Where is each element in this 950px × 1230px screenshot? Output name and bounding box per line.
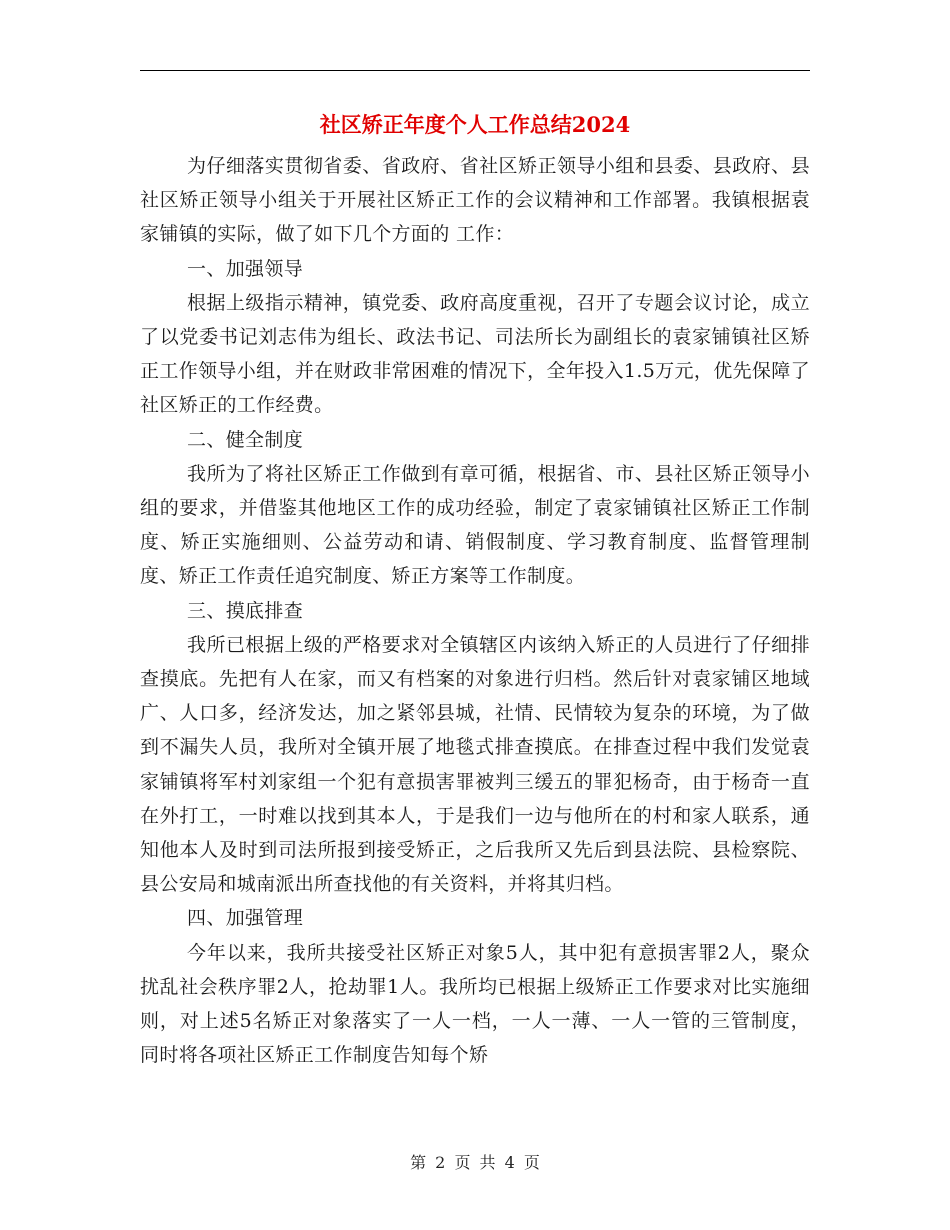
page-number: 第 2 页 共 4 页 [410, 1153, 540, 1172]
section-body-2: 我所为了将社区矫正工作做到有章可循，根据省、市、县社区矫正领导小组的要求，并借鉴其他地区工作的成功经验，制定了袁家铺镇社区矫正工作制度、矫正实施细则、公益劳动和请、销假制度、学习教育制度、监督管理制度、矫正工作责任追究制度、矫正方案等工作制度。 [140, 462, 810, 588]
intro-paragraph: 为仔细落实贯彻省委、省政府、省社区矫正领导小组和县委、县政府、县社区矫正领导小组关于开展社区矫正工作的会议精神和工作部署。我镇根据袁家铺镇的实际，做了如下几个方面的 工作： [140, 155, 810, 246]
section-heading-4: 四、加强管理 [187, 907, 304, 930]
section-heading-1: 一、加强领导 [187, 257, 304, 280]
section-body-1: 根据上级指示精神，镇党委、政府高度重视，召开了专题会议讨论，成立了以党委书记刘志伟为组长、政法书记、司法所长为副组长的袁家铺镇社区矫正工作领导小组，并在财政非常困难的情况下，全年投入1.5万元，优先保障了社区矫正的工作经费。 [140, 291, 810, 417]
section-heading-3: 三、摸底排查 [187, 599, 304, 622]
section-heading-2: 二、健全制度 [187, 428, 304, 451]
section-body-4: 今年以来，我所共接受社区矫正对象5人，其中犯有意损害罪2人，聚众扰乱社会秩序罪2人，抢劫罪1人。我所均已根据上级矫正工作要求对比实施细则，对上述5名矫正对象落实了一人一档，一人一薄、一人一管的三管制度，同时将各项社区矫正工作制度告知每个矫 [140, 941, 810, 1067]
document-title: 社区矫正年度个人工作总结2024 [319, 112, 631, 137]
header-rule [140, 70, 810, 71]
section-body-3: 我所已根据上级的严格要求对全镇辖区内该纳入矫正的人员进行了仔细排查摸底。先把有人在家，而又有档案的对象进行归档。然后针对袁家铺区地域广、人口多，经济发达，加之紧邻县城，社情、民情较为复杂的环境，为了做到不漏失人员，我所对全镇开展了地毯式排查摸底。在排查过程中我们发觉袁家铺镇将军村刘家组一个犯有意损害罪被判三缓五的罪犯杨奇，由于杨奇一直在外打工，一时难以找到其本人，于是我们一边与他所在的村和家人联系，通知他本人及时到司法所报到接受矫正，之后我所又先后到县法院、县检察院、县公安局和城南派出所查找他的有关资料，并将其归档。 [140, 633, 810, 896]
document-body [140, 149, 810, 1072]
